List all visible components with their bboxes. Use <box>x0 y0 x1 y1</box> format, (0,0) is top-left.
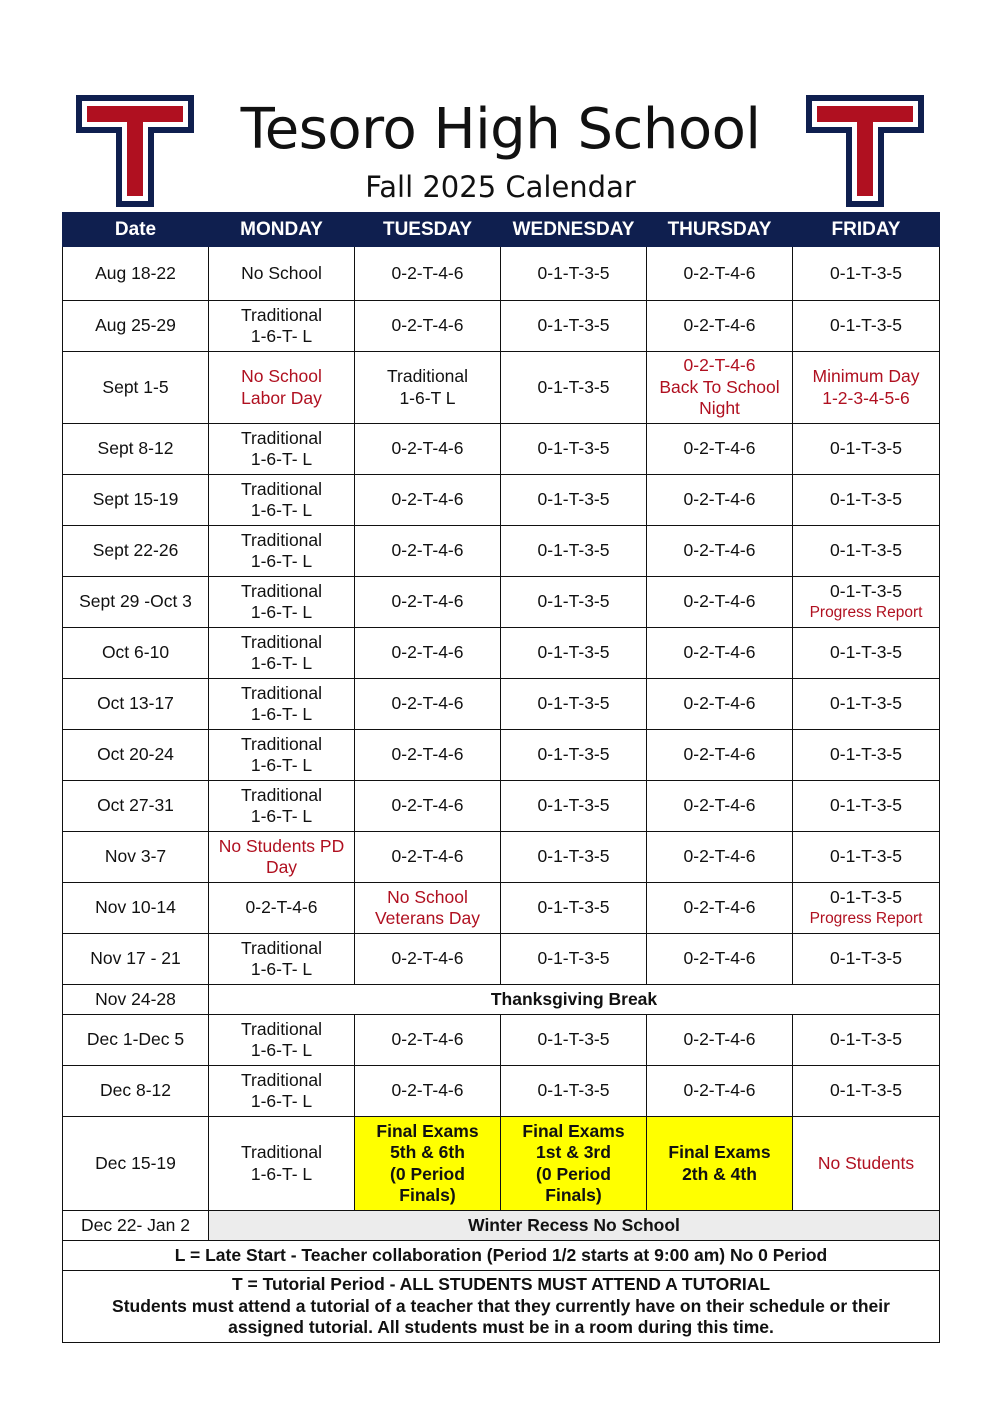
tuesday-cell: 0-2-T-4-6 <box>355 832 501 883</box>
cell-line: Traditional <box>240 427 323 448</box>
progress-report-label: Progress Report <box>809 910 923 927</box>
tuesday-cell: 0-2-T-4-6 <box>355 1066 501 1117</box>
winter-recess-cell: Winter Recess No School <box>209 1211 940 1241</box>
friday-cell: 0-1-T-3-5 <box>793 526 940 577</box>
cell-line: 1-6-T- L <box>250 1091 313 1111</box>
friday-cell: 0-1-T-3-5 <box>793 424 940 475</box>
cell-line: Finals) <box>399 1185 456 1205</box>
table-row <box>63 352 940 424</box>
thursday-cell: 0-2-T-4-6 <box>647 781 793 832</box>
thursday-cell: 0-2-T-4-6 <box>647 577 793 628</box>
table-row <box>63 301 940 352</box>
thursday-cell <box>647 352 793 424</box>
friday-cell <box>793 883 940 934</box>
date-cell: Sept 29 -Oct 3 <box>63 577 209 628</box>
date-cell: Sept 15-19 <box>63 475 209 526</box>
table-row <box>63 424 940 475</box>
table-row <box>63 526 940 577</box>
wednesday-cell: 0-1-T-3-5 <box>501 934 647 985</box>
column-header-wednesday: WEDNESDAY <box>501 213 647 247</box>
table-row <box>63 247 940 301</box>
table-row <box>63 1211 940 1241</box>
monday-cell <box>209 1117 355 1211</box>
calendar-table <box>62 212 940 1343</box>
friday-cell: No Students <box>793 1117 940 1211</box>
cell-line: 1-6-T- L <box>250 500 313 520</box>
friday-cell: 0-1-T-3-5 <box>793 730 940 781</box>
friday-cell: 0-1-T-3-5 <box>793 628 940 679</box>
friday-cell: 0-1-T-3-5 <box>793 1015 940 1066</box>
cell-line: Traditional <box>240 733 323 754</box>
table-row <box>63 730 940 781</box>
cell-line: Traditional <box>386 366 469 386</box>
cell-line: 1-6-T- L <box>250 806 313 826</box>
thursday-cell: 0-2-T-4-6 <box>647 526 793 577</box>
cell-line: 1-6-T- L <box>250 959 313 979</box>
cell-line: Day <box>265 857 298 877</box>
date-cell: Oct 6-10 <box>63 628 209 679</box>
final-exams-cell <box>355 1117 501 1211</box>
page-title: Tesoro High School <box>240 97 761 162</box>
friday-cell: 0-1-T-3-5 <box>793 475 940 526</box>
tuesday-cell: 0-2-T-4-6 <box>355 730 501 781</box>
cell-line: 1-6-T- L <box>250 449 313 469</box>
table-row <box>63 628 940 679</box>
wednesday-cell: 0-1-T-3-5 <box>501 832 647 883</box>
page-header <box>62 88 939 212</box>
cell-line: Labor Day <box>241 387 322 408</box>
thursday-cell: 0-2-T-4-6 <box>647 679 793 730</box>
legend-row <box>63 1271 940 1343</box>
monday-cell <box>209 934 355 985</box>
cell-line: Traditional <box>240 304 323 325</box>
thursday-cell: 0-2-T-4-6 <box>647 934 793 985</box>
date-cell: Sept 8-12 <box>63 424 209 475</box>
table-row <box>63 475 940 526</box>
cell-line: Traditional <box>240 478 323 499</box>
cell-line: 1-6-T- L <box>250 1163 313 1184</box>
date-cell: Aug 18-22 <box>63 247 209 301</box>
cell-line: No School <box>387 886 468 907</box>
table-row <box>63 934 940 985</box>
wednesday-cell: 0-1-T-3-5 <box>501 628 647 679</box>
thursday-cell: 0-2-T-4-6 <box>647 628 793 679</box>
wednesday-cell: 0-1-T-3-5 <box>501 247 647 301</box>
monday-cell: 0-2-T-4-6 <box>209 883 355 934</box>
legend-row <box>63 1241 940 1271</box>
tuesday-cell <box>355 883 501 934</box>
column-header-date: Date <box>63 213 209 247</box>
cell-line: 1-6-T- L <box>250 551 313 571</box>
wednesday-cell: 0-1-T-3-5 <box>501 781 647 832</box>
wednesday-cell: 0-1-T-3-5 <box>501 475 647 526</box>
cell-line: Traditional <box>240 784 323 805</box>
date-cell: Nov 17 - 21 <box>63 934 209 985</box>
wednesday-cell: 0-1-T-3-5 <box>501 1066 647 1117</box>
friday-cell: 0-1-T-3-5 <box>793 934 940 985</box>
cell-line: 1-6-T- L <box>250 326 313 346</box>
date-cell: Sept 1-5 <box>63 352 209 424</box>
final-exams-cell <box>501 1117 647 1211</box>
tutorial-note <box>63 1271 940 1343</box>
thursday-cell: 0-2-T-4-6 <box>647 730 793 781</box>
monday-cell <box>209 1066 355 1117</box>
cell-line: 5th & 6th <box>390 1142 465 1162</box>
tuesday-cell: 0-2-T-4-6 <box>355 526 501 577</box>
cell-line: Final Exams <box>376 1120 479 1141</box>
tuesday-cell: 0-2-T-4-6 <box>355 475 501 526</box>
monday-cell <box>209 832 355 883</box>
monday-cell <box>209 1015 355 1066</box>
monday-cell <box>209 424 355 475</box>
date-cell: Dec 1-Dec 5 <box>63 1015 209 1066</box>
tuesday-cell: 0-2-T-4-6 <box>355 781 501 832</box>
cell-line: Veterans Day <box>374 908 481 928</box>
thursday-cell: 0-2-T-4-6 <box>647 1066 793 1117</box>
wednesday-cell: 0-1-T-3-5 <box>501 730 647 781</box>
friday-cell <box>793 352 940 424</box>
tuesday-cell: 0-2-T-4-6 <box>355 577 501 628</box>
cell-line: 2th & 4th <box>682 1163 757 1184</box>
monday-cell <box>209 628 355 679</box>
column-header-friday: FRIDAY <box>793 213 940 247</box>
cell-line: Traditional <box>240 682 323 703</box>
table-row <box>63 985 940 1015</box>
cell-line: Back To School <box>659 376 780 397</box>
tuesday-cell: 0-2-T-4-6 <box>355 1015 501 1066</box>
column-header-thursday: THURSDAY <box>647 213 793 247</box>
date-cell: Oct 27-31 <box>63 781 209 832</box>
cell-line: Traditional <box>240 1142 323 1162</box>
tuesday-cell: 0-2-T-4-6 <box>355 934 501 985</box>
cell-line: Night <box>699 398 740 419</box>
note-line: T = Tutorial Period - ALL STUDENTS MUST ATTEND A TUTORIAL <box>231 1274 771 1295</box>
note-line: assigned tutorial. All students must be in a room during this time. <box>228 1317 774 1338</box>
wednesday-cell: 0-1-T-3-5 <box>501 526 647 577</box>
wednesday-cell: 0-1-T-3-5 <box>501 577 647 628</box>
cell-line: 0-1-T-3-5 <box>830 580 902 601</box>
cell-line: Traditional <box>240 529 323 550</box>
thursday-cell: 0-2-T-4-6 <box>647 832 793 883</box>
table-row <box>63 1066 940 1117</box>
table-row <box>63 1117 940 1211</box>
page-subtitle: Fall 2025 Calendar <box>365 170 636 204</box>
friday-cell: 0-1-T-3-5 <box>793 832 940 883</box>
cell-line: 0-2-T-4-6 <box>683 355 756 376</box>
friday-cell <box>793 577 940 628</box>
cell-line: 1-2-3-4-5-6 <box>822 387 910 408</box>
wednesday-cell: 0-1-T-3-5 <box>501 352 647 424</box>
thursday-cell: 0-2-T-4-6 <box>647 301 793 352</box>
cell-line: 1-6-T- L <box>250 653 313 673</box>
table-row <box>63 832 940 883</box>
cell-line: Traditional <box>240 937 323 958</box>
wednesday-cell: 0-1-T-3-5 <box>501 301 647 352</box>
monday-cell <box>209 301 355 352</box>
cell-line: Traditional <box>240 580 323 601</box>
progress-report-label: Progress Report <box>809 604 923 621</box>
wednesday-cell: 0-1-T-3-5 <box>501 424 647 475</box>
cell-line: Final Exams <box>522 1120 625 1141</box>
cell-line: 1-6-T L <box>399 387 456 408</box>
table-row <box>63 1015 940 1066</box>
tuesday-cell: 0-2-T-4-6 <box>355 628 501 679</box>
monday-cell <box>209 526 355 577</box>
cell-line: 1-6-T- L <box>250 704 313 724</box>
date-cell: Sept 22-26 <box>63 526 209 577</box>
cell-line: 0-1-T-3-5 <box>830 886 902 907</box>
cell-line: No School <box>241 366 322 386</box>
cell-line: 1-6-T- L <box>250 1040 313 1060</box>
cell-line: 1-6-T- L <box>250 602 313 622</box>
tuesday-cell: 0-2-T-4-6 <box>355 424 501 475</box>
tesoro-t-logo <box>804 93 926 209</box>
table-row <box>63 781 940 832</box>
note-line: Students must attend a tutorial of a teacher that they currently have on their schedule or their <box>112 1295 890 1316</box>
cell-line: 1-6-T- L <box>250 755 313 775</box>
date-cell: Nov 24-28 <box>63 985 209 1015</box>
cell-line: No Students PD <box>218 835 345 856</box>
tuesday-cell: 0-2-T-4-6 <box>355 301 501 352</box>
thursday-cell: 0-2-T-4-6 <box>647 1015 793 1066</box>
cell-line: Finals) <box>545 1185 602 1205</box>
thursday-cell: 0-2-T-4-6 <box>647 424 793 475</box>
table-header-row <box>63 213 940 247</box>
monday-cell <box>209 352 355 424</box>
cell-line: Minimum Day <box>812 366 920 386</box>
date-cell: Oct 13-17 <box>63 679 209 730</box>
late-start-note: L = Late Start - Teacher collaboration (Period 1/2 starts at 9:00 am) No 0 Period <box>63 1241 940 1271</box>
thanksgiving-break-cell: Thanksgiving Break <box>209 985 940 1015</box>
friday-cell: 0-1-T-3-5 <box>793 301 940 352</box>
friday-cell: 0-1-T-3-5 <box>793 679 940 730</box>
date-cell: Nov 10-14 <box>63 883 209 934</box>
tuesday-cell <box>355 352 501 424</box>
column-header-tuesday: TUESDAY <box>355 213 501 247</box>
monday-cell <box>209 679 355 730</box>
cell-line: (0 Period <box>536 1163 611 1184</box>
tuesday-cell: 0-2-T-4-6 <box>355 679 501 730</box>
friday-cell: 0-1-T-3-5 <box>793 781 940 832</box>
thursday-cell: 0-2-T-4-6 <box>647 247 793 301</box>
cell-line: Traditional <box>240 631 323 652</box>
cell-line: (0 Period <box>390 1163 465 1184</box>
date-cell: Dec 15-19 <box>63 1117 209 1211</box>
cell-line: Traditional <box>240 1018 323 1039</box>
thursday-cell: 0-2-T-4-6 <box>647 475 793 526</box>
date-cell: Oct 20-24 <box>63 730 209 781</box>
wednesday-cell: 0-1-T-3-5 <box>501 679 647 730</box>
table-row <box>63 577 940 628</box>
table-row <box>63 883 940 934</box>
monday-cell <box>209 577 355 628</box>
final-exams-cell <box>647 1117 793 1211</box>
date-cell: Aug 25-29 <box>63 301 209 352</box>
wednesday-cell: 0-1-T-3-5 <box>501 1015 647 1066</box>
cell-line: 1st & 3rd <box>536 1142 611 1162</box>
cell-line: Final Exams <box>668 1142 771 1162</box>
monday-cell <box>209 730 355 781</box>
cell-line: Traditional <box>240 1069 323 1090</box>
date-cell: Nov 3-7 <box>63 832 209 883</box>
monday-cell: No School <box>209 247 355 301</box>
tuesday-cell: 0-2-T-4-6 <box>355 247 501 301</box>
column-header-monday: MONDAY <box>209 213 355 247</box>
friday-cell: 0-1-T-3-5 <box>793 247 940 301</box>
thursday-cell: 0-2-T-4-6 <box>647 883 793 934</box>
friday-cell: 0-1-T-3-5 <box>793 1066 940 1117</box>
date-cell: Dec 22- Jan 2 <box>63 1211 209 1241</box>
table-row <box>63 679 940 730</box>
monday-cell <box>209 781 355 832</box>
wednesday-cell: 0-1-T-3-5 <box>501 883 647 934</box>
monday-cell <box>209 475 355 526</box>
date-cell: Dec 8-12 <box>63 1066 209 1117</box>
